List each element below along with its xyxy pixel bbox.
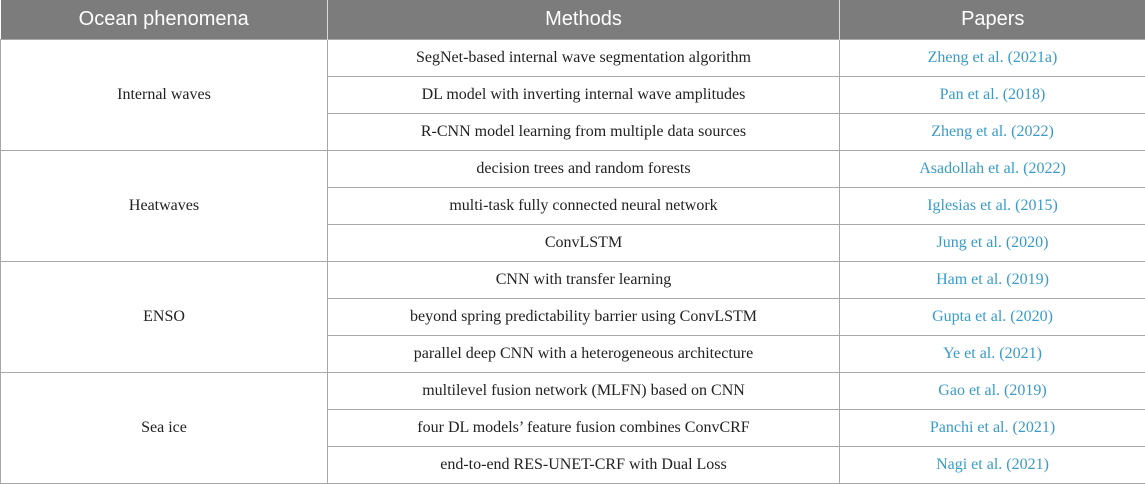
method-cell: four DL models’ feature fusion combines ConvCRF <box>328 410 840 447</box>
table-row <box>1 262 1145 299</box>
paper-cell <box>840 225 1145 262</box>
paper-link[interactable]: Gao et al. (2019) <box>938 382 1047 399</box>
method-cell: SegNet-based internal wave segmentation algorithm <box>328 40 840 77</box>
paper-cell <box>840 373 1145 410</box>
header-papers: Papers <box>840 0 1145 40</box>
paper-link[interactable]: Ye et al. (2021) <box>943 345 1042 362</box>
paper-link[interactable]: Jung et al. (2020) <box>936 234 1049 251</box>
paper-link[interactable]: Ham et al. (2019) <box>936 271 1049 288</box>
paper-link[interactable]: Zheng et al. (2022) <box>931 123 1054 140</box>
paper-cell <box>840 151 1145 188</box>
paper-cell <box>840 410 1145 447</box>
method-cell: beyond spring predictability barrier using ConvLSTM <box>328 299 840 336</box>
method-cell: DL model with inverting internal wave amplitudes <box>328 77 840 114</box>
method-cell: decision trees and random forests <box>328 151 840 188</box>
paper-link[interactable]: Zheng et al. (2021a) <box>927 49 1058 66</box>
paper-cell <box>840 262 1145 299</box>
paper-link[interactable]: Panchi et al. (2021) <box>929 419 1056 436</box>
table-row <box>1 151 1145 188</box>
method-cell: ConvLSTM <box>328 225 840 262</box>
method-cell: multi-task fully connected neural network <box>328 188 840 225</box>
method-cell: CNN with transfer learning <box>328 262 840 299</box>
header-methods: Methods <box>328 0 840 40</box>
paper-link[interactable]: Pan et al. (2018) <box>939 86 1046 103</box>
paper-cell <box>840 336 1145 373</box>
method-cell: R-CNN model learning from multiple data sources <box>328 114 840 151</box>
paper-cell <box>840 447 1145 484</box>
table-row <box>1 373 1145 410</box>
paper-cell <box>840 299 1145 336</box>
method-cell: multilevel fusion network (MLFN) based on CNN <box>328 373 840 410</box>
paper-cell <box>840 77 1145 114</box>
paper-link[interactable]: Iglesias et al. (2015) <box>927 197 1058 214</box>
phenomenon-cell: Sea ice <box>1 373 328 484</box>
paper-cell <box>840 188 1145 225</box>
paper-cell <box>840 40 1145 77</box>
table-row <box>1 40 1145 77</box>
paper-link[interactable]: Asadollah et al. (2022) <box>919 160 1066 177</box>
phenomenon-cell: Internal waves <box>1 40 328 151</box>
phenomenon-cell: Heatwaves <box>1 151 328 262</box>
method-cell: end-to-end RES-UNET-CRF with Dual Loss <box>328 447 840 484</box>
paper-cell <box>840 114 1145 151</box>
method-cell: parallel deep CNN with a heterogeneous architecture <box>328 336 840 373</box>
paper-link[interactable]: Gupta et al. (2020) <box>932 308 1053 325</box>
phenomenon-cell: ENSO <box>1 262 328 373</box>
table-header-row <box>1 0 1145 40</box>
paper-link[interactable]: Nagi et al. (2021) <box>936 456 1049 473</box>
header-ocean-phenomena: Ocean phenomena <box>1 0 328 40</box>
